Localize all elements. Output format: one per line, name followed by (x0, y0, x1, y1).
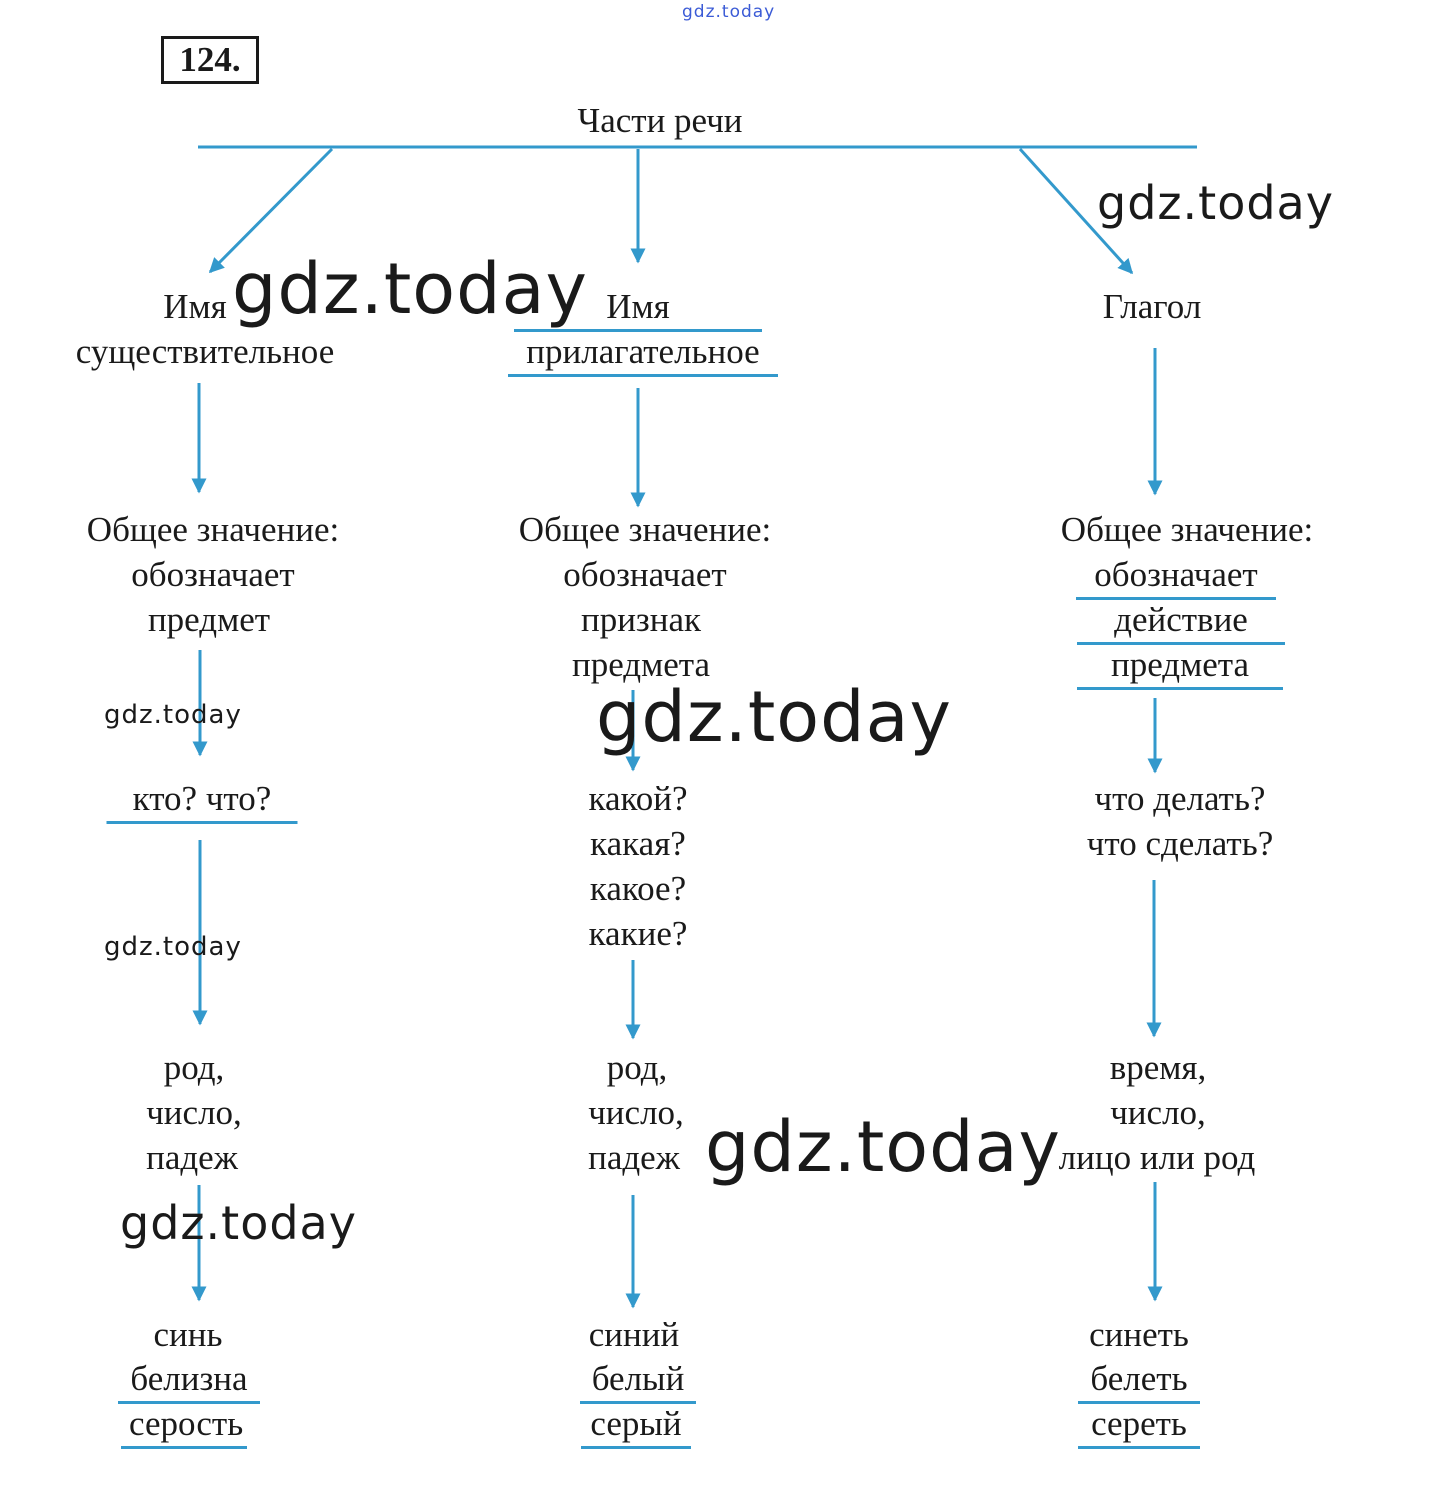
adj-question-line1: какой? (588, 779, 688, 818)
watermark-lower-center: gdz.today (705, 1106, 1061, 1188)
verb-question-line1: что делать? (1094, 779, 1266, 818)
watermark-top: gdz.today (682, 2, 776, 22)
verb-meaning-line1: Общее значение: (1060, 510, 1314, 549)
verb-meaning-line3: действие (1077, 597, 1285, 645)
adj-meaning-line3: признак (580, 600, 702, 639)
noun-example-3: серость (121, 1401, 247, 1449)
adj-meaning-line1: Общее значение: (518, 510, 772, 549)
noun-meaning-line1: Общее значение: (86, 510, 340, 549)
task-number: 124. (161, 36, 259, 84)
noun-example-2: белизна (118, 1356, 260, 1404)
noun-meaning-line2: обозначает (131, 555, 295, 594)
noun-example-1: синь (153, 1315, 223, 1354)
watermark-small-1: gdz.today (104, 700, 242, 730)
verb-features-line1: время, (1109, 1048, 1207, 1087)
noun-question: кто? что? (107, 776, 298, 824)
adj-example-2: белый (580, 1356, 696, 1404)
watermark-upper-left: gdz.today (232, 248, 588, 330)
noun-meaning-line3: предмет (147, 600, 271, 639)
noun-features-line2: число, (146, 1093, 242, 1132)
adj-name-line1: Имя (514, 284, 762, 332)
verb-name: Глагол (1102, 287, 1202, 326)
adj-question-line3: какое? (589, 869, 687, 908)
noun-name-line2: существительное (75, 332, 335, 371)
watermark-small-2: gdz.today (104, 932, 242, 962)
noun-name-line1: Имя (163, 287, 227, 326)
adj-name-line2: прилагательное (508, 329, 778, 377)
watermark-lower-left: gdz.today (120, 1196, 357, 1250)
watermark-top-right: gdz.today (1097, 176, 1334, 230)
adj-meaning-line2: обозначает (563, 555, 727, 594)
verb-question-line2: что сделать? (1086, 824, 1274, 863)
adj-question-line4: какие? (588, 914, 688, 953)
verb-meaning-line4: предмета (1077, 642, 1283, 690)
root-node: Части речи (577, 101, 743, 140)
adj-features-line3: падеж (588, 1138, 680, 1177)
verb-features-line3: лицо или род (1058, 1138, 1256, 1177)
noun-features-line3: падеж (146, 1138, 238, 1177)
adj-features-line1: род, (606, 1048, 668, 1087)
adj-question-line2: какая? (590, 824, 686, 863)
watermark-center: gdz.today (596, 676, 952, 758)
verb-example-2: белеть (1078, 1356, 1200, 1404)
adj-example-3: серый (581, 1401, 691, 1449)
verb-features-line2: число, (1110, 1093, 1206, 1132)
adj-features-line2: число, (588, 1093, 684, 1132)
verb-example-3: сереть (1078, 1401, 1200, 1449)
adj-meaning-line4: предмета (571, 645, 711, 684)
verb-meaning-line2: обозначает (1076, 552, 1276, 600)
noun-features-line1: род, (163, 1048, 225, 1087)
verb-example-1: синеть (1089, 1315, 1189, 1354)
adj-example-1: синий (588, 1315, 680, 1354)
